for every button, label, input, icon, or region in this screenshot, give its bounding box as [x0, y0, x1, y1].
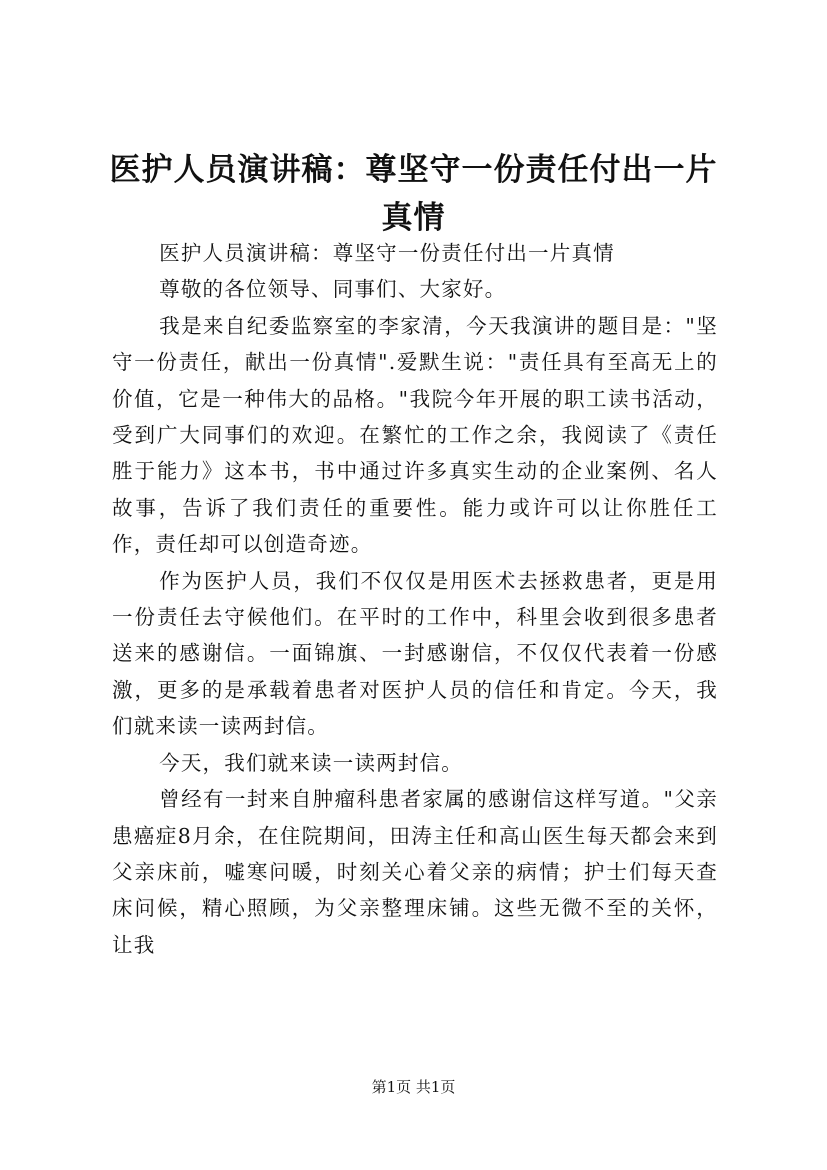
paragraph-responsibility: 作为医护人员，我们不仅仅是用医术去拯救患者，更是用一份责任去守候他们。在平时的工作中，科里会收到很多患者送来的感谢信。一面锦旗、一封感谢信，不仅仅代表着一份感激，更多的是承载着患者对医护人员的信任和肯定。今天，我们就来读一读两封信。	[112, 568, 718, 739]
paragraph-subtitle: 医护人员演讲稿：尊坚守一份责任付出一片真情	[159, 241, 615, 265]
page-footer	[0, 1077, 827, 1097]
paragraph-introduction: 我是来自纪委监察室的李家清，今天我演讲的题目是："坚守一份责任，献出一份真情".爱默生说："责任具有至高无上的价值，它是一种伟大的品格。"我院今年开展的职工读书活动，受到广大同事们的欢迎。在繁忙的工作之余，我阅读了《责任胜于能力》这本书，书中通过许多真实生动的企业案例、名人故事，告诉了我们责任的重要性。能力或许可以让你胜任工作，责任却可以创造奇迹。	[112, 313, 718, 557]
paragraph-letters-intro: 今天，我们就来读一读两封信。	[159, 750, 463, 775]
paragraph-first-letter: 曾经有一封来自肿瘤科患者家属的感谢信这样写道。"父亲患癌症8月余，在住院期间，田涛主任和高山医生每天都会来到父亲床前，嘘寒问暖，时刻关心着父亲的病情；护士们每天查床问候，精心照顾，为父亲整理床铺。这些无微不至的关怀，让我	[112, 787, 718, 957]
paragraph-greeting: 尊敬的各位领导、同事们、大家好。	[159, 277, 507, 302]
page-number: 第1页 共1页	[371, 1078, 456, 1096]
document-title: 医护人员演讲稿：尊坚守一份责任付出一片真情	[109, 152, 718, 236]
document-body	[112, 235, 718, 963]
